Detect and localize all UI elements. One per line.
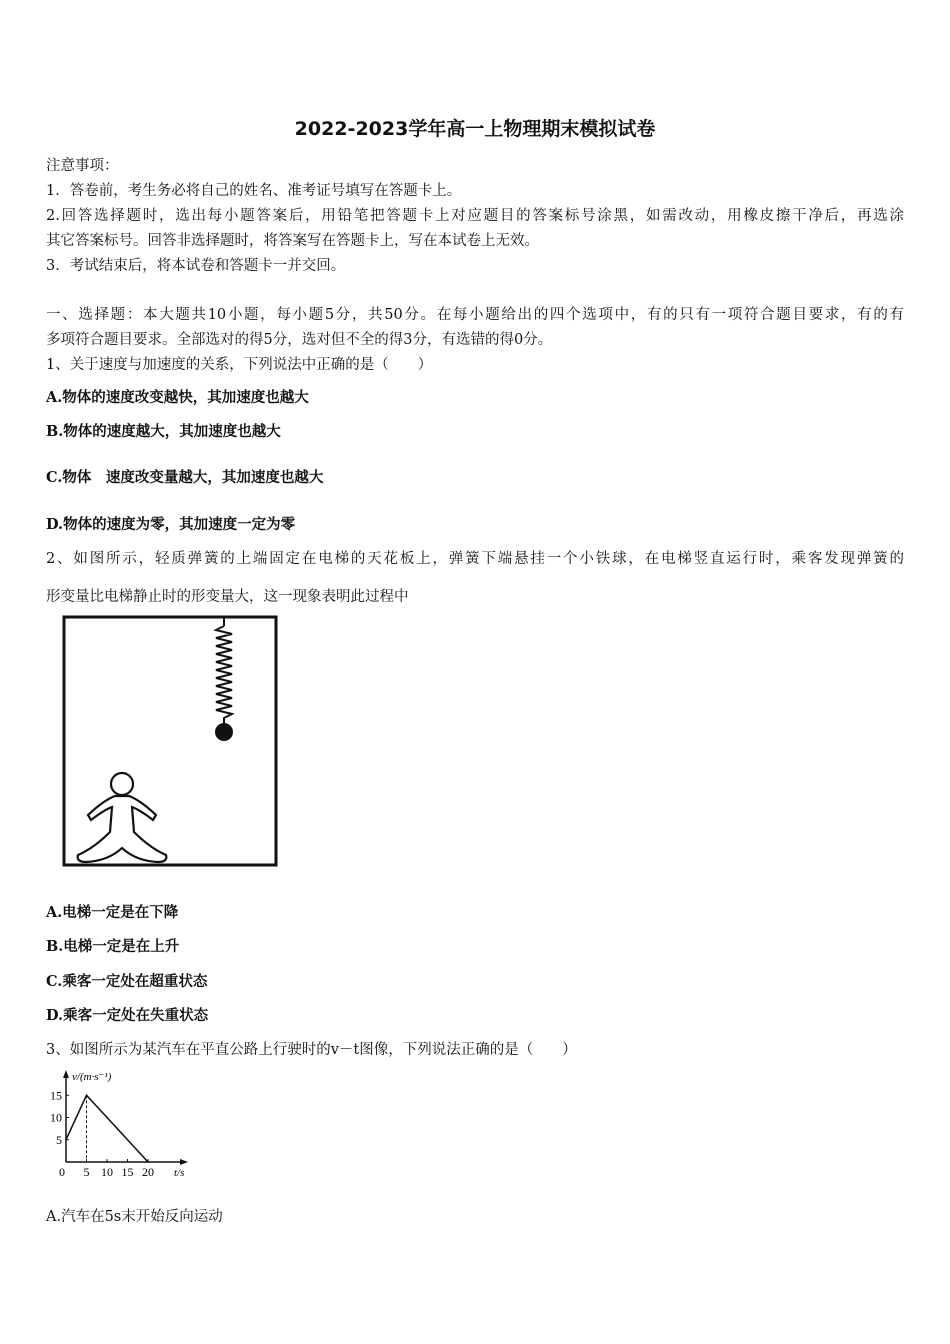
data-point bbox=[86, 1094, 88, 1096]
y-tick-label: 15 bbox=[50, 1088, 62, 1103]
x-axis-label: t/s bbox=[174, 1167, 185, 1179]
page-title: 2022-2023学年高一上物理期末模拟试卷 bbox=[294, 118, 656, 140]
y-tick-label: 10 bbox=[50, 1110, 62, 1125]
y-axis-arrow bbox=[63, 1070, 69, 1078]
passenger-head bbox=[111, 773, 133, 795]
iron-ball bbox=[215, 723, 233, 741]
q1-stem: 1、关于速度与加速度的关系，下列说法中正确的是（ ） bbox=[46, 357, 433, 373]
q2-stem-2: 形变量比电梯静止时的形变量大，这一现象表明此过程中 bbox=[46, 589, 409, 605]
y-tick-label: 5 bbox=[56, 1132, 62, 1147]
notice-item-3: 3．考试结束后，将本试卷和答题卡一并交回。 bbox=[46, 258, 346, 274]
q2-option-a: A.电梯一定是在下降 bbox=[46, 904, 179, 921]
q3-option-a: A.汽车在5s末开始反向运动 bbox=[46, 1209, 223, 1225]
q2-stem-1: 2、如图所示，轻质弹簧的上端固定在电梯的天花板上，弹簧下端悬挂一个小铁球，在电梯竖直运行时，乘客发现弹簧的 bbox=[46, 551, 904, 567]
notice-heading: 注意事项： bbox=[46, 158, 119, 174]
notice-item-1: 1．答卷前，考生务必将自己的姓名、准考证号填写在答题卡上。 bbox=[46, 183, 462, 199]
x-axis-arrow bbox=[180, 1159, 188, 1165]
elevator-figure bbox=[58, 612, 282, 870]
x-tick-label: 10 bbox=[101, 1165, 113, 1179]
x-tick-label: 0 bbox=[59, 1165, 65, 1179]
q3-stem: 3、如图所示为某汽车在平直公路上行驶时的v－t图像，下列说法正确的是（ ） bbox=[46, 1042, 577, 1058]
elevator-frame bbox=[64, 617, 276, 865]
data-point bbox=[65, 1139, 67, 1141]
notice-item-2b: 其它答案标号。回答非选择题时，将答案写在答题卡上，写在本试卷上无效。 bbox=[46, 233, 539, 249]
section-intro-2: 多项符合题目要求。全部选对的得5分，选对但不全的得3分，有选错的得0分。 bbox=[46, 332, 553, 348]
passenger-body bbox=[78, 796, 167, 862]
q1-option-d: D.物体的速度为零，其加速度一定为零 bbox=[46, 516, 296, 533]
q1-option-c: C.物体 速度改变量越大，其加速度也越大 bbox=[46, 469, 324, 486]
vt-chart bbox=[44, 1066, 204, 1182]
section-intro-1: 一、选择题：本大题共10小题，每小题5分，共50分。在每小题给出的四个选项中，有的只有一项符合题目要求，有的有 bbox=[46, 307, 904, 323]
q1-option-a: A.物体的速度改变越快，其加速度也越大 bbox=[46, 389, 309, 406]
data-point bbox=[147, 1161, 149, 1163]
x-tick-label: 20 bbox=[142, 1165, 154, 1179]
spring-coil bbox=[216, 626, 232, 724]
series-line bbox=[66, 1095, 148, 1162]
q2-option-c: C.乘客一定处在超重状态 bbox=[46, 973, 208, 990]
notice-item-2a: 2.回答选择题时，选出每小题答案后，用铅笔把答题卡上对应题目的答案标号涂黑，如需改动，用橡皮擦干净后，再选涂 bbox=[46, 208, 904, 224]
y-axis-label: v/(m·s⁻¹) bbox=[72, 1071, 112, 1083]
q2-option-d: D.乘客一定处在失重状态 bbox=[46, 1007, 209, 1024]
x-tick-label: 15 bbox=[121, 1165, 134, 1179]
q2-option-b: B.电梯一定是在上升 bbox=[46, 938, 180, 955]
q1-option-b: B.物体的速度越大，其加速度也越大 bbox=[46, 423, 281, 440]
x-tick-label: 5 bbox=[83, 1165, 90, 1179]
